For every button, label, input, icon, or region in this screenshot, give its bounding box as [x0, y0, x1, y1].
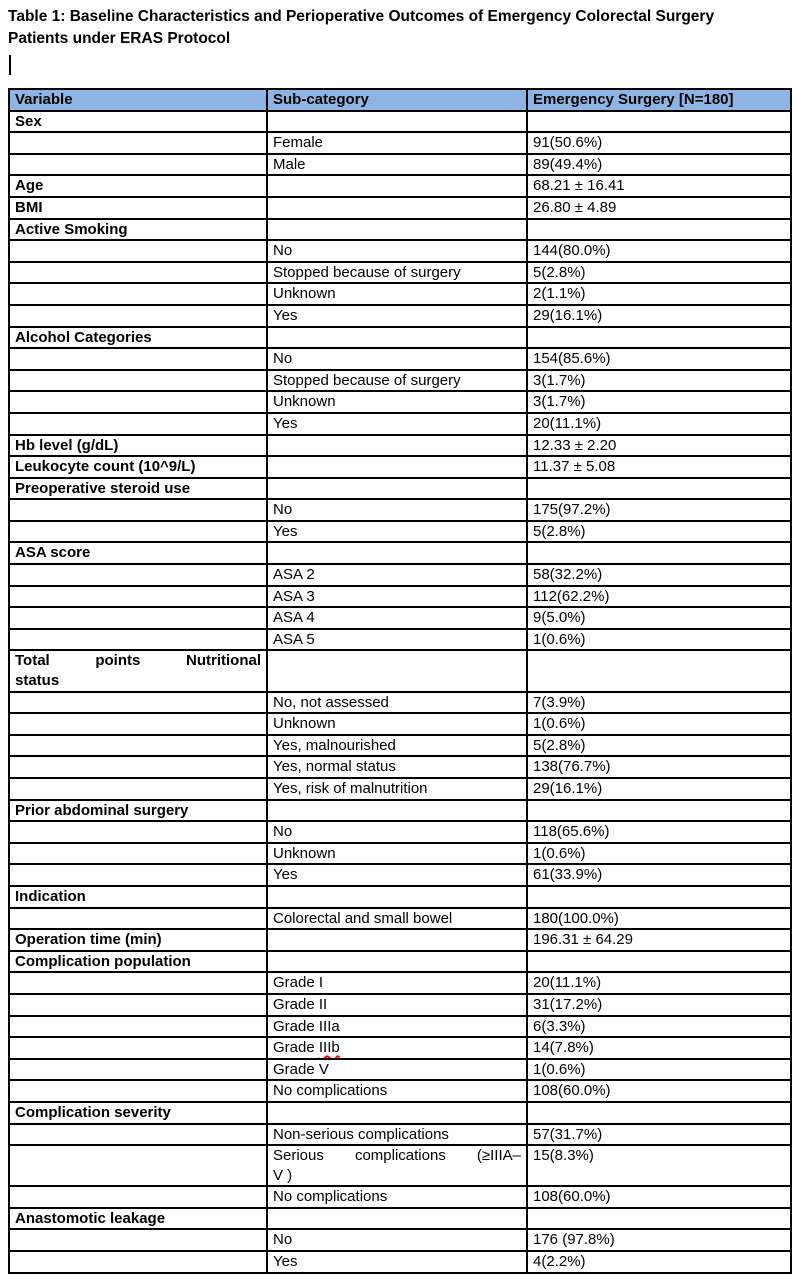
value-cell: 1(0.6%)	[527, 713, 791, 735]
variable-cell	[9, 240, 267, 262]
table-row	[9, 499, 791, 521]
table-row	[9, 908, 791, 930]
sub-category-cell: ASA 5	[267, 629, 527, 651]
table-row	[9, 391, 791, 413]
table-row	[9, 175, 791, 197]
variable-cell	[9, 821, 267, 843]
value-cell: 12.33 ± 2.20	[527, 435, 791, 457]
value-cell: 144(80.0%)	[527, 240, 791, 262]
variable-cell: Alcohol Categories	[9, 327, 267, 349]
variable-cell: Complication population	[9, 951, 267, 973]
table-row	[9, 1145, 791, 1186]
sub-category-cell: Female	[267, 132, 527, 154]
variable-cell	[9, 713, 267, 735]
variable-cell	[9, 1229, 267, 1251]
variable-cell: Preoperative steroid use	[9, 478, 267, 500]
sub-category-cell	[267, 542, 527, 564]
value-cell	[527, 1102, 791, 1124]
value-cell: 4(2.2%)	[527, 1251, 791, 1273]
sub-category-cell	[267, 327, 527, 349]
value-cell: 5(2.8%)	[527, 262, 791, 284]
table-row	[9, 521, 791, 543]
value-cell	[527, 800, 791, 822]
sub-category-cell: No	[267, 821, 527, 843]
variable-cell	[9, 864, 267, 886]
value-cell: 20(11.1%)	[527, 413, 791, 435]
variable-cell	[9, 843, 267, 865]
sub-category-cell: Grade IIIa	[267, 1016, 527, 1038]
value-cell: 15(8.3%)	[527, 1145, 791, 1186]
sub-category-cell	[267, 1145, 527, 1186]
table-row	[9, 348, 791, 370]
variable-cell	[9, 370, 267, 392]
table-row	[9, 132, 791, 154]
sub-category-cell: Yes, malnourished	[267, 735, 527, 757]
sub-category-cell: Unknown	[267, 843, 527, 865]
value-cell: 9(5.0%)	[527, 607, 791, 629]
value-cell: 1(0.6%)	[527, 1059, 791, 1081]
variable-cell	[9, 305, 267, 327]
value-cell: 20(11.1%)	[527, 972, 791, 994]
sub-category-cell: Stopped because of surgery	[267, 370, 527, 392]
variable-line: Total points Nutritional	[15, 652, 261, 670]
variable-cell: Age	[9, 175, 267, 197]
variable-cell: BMI	[9, 197, 267, 219]
value-cell: 175(97.2%)	[527, 499, 791, 521]
table-body	[9, 111, 791, 1273]
variable-cell: Leukocyte count (10^9/L)	[9, 456, 267, 478]
table-row	[9, 1037, 791, 1059]
sub-category-cell: Yes	[267, 1251, 527, 1273]
sub-category-cell: ASA 3	[267, 586, 527, 608]
sub-category-cell: Grade II	[267, 994, 527, 1016]
variable-cell: Sex	[9, 111, 267, 133]
sub-category-line: V )	[273, 1166, 293, 1184]
sub-category-cell: No	[267, 1229, 527, 1251]
table-row	[9, 994, 791, 1016]
variable-cell	[9, 391, 267, 413]
sub-category-cell: Grade V	[267, 1059, 527, 1081]
value-cell: 7(3.9%)	[527, 692, 791, 714]
table-row	[9, 283, 791, 305]
sub-category-cell: Yes	[267, 521, 527, 543]
table-row	[9, 629, 791, 651]
variable-cell	[9, 1059, 267, 1081]
variable-cell	[9, 521, 267, 543]
table-row	[9, 864, 791, 886]
table-row	[9, 1080, 791, 1102]
variable-cell	[9, 1080, 267, 1102]
table-row	[9, 327, 791, 349]
variable-cell	[9, 692, 267, 714]
sub-category-cell	[267, 478, 527, 500]
value-cell: 176 (97.8%)	[527, 1229, 791, 1251]
sub-category-cell: No complications	[267, 1080, 527, 1102]
variable-cell	[9, 1145, 267, 1186]
sub-category-cell: Grade I	[267, 972, 527, 994]
variable-cell	[9, 1124, 267, 1146]
table-row	[9, 886, 791, 908]
variable-cell	[9, 607, 267, 629]
variable-cell: Anastomotic leakage	[9, 1208, 267, 1230]
baseline-characteristics-table	[8, 88, 792, 1274]
variable-cell: Operation time (min)	[9, 929, 267, 951]
variable-cell	[9, 132, 267, 154]
variable-cell	[9, 629, 267, 651]
sub-category-line: Serious complications (≥IIIA–	[273, 1147, 521, 1165]
table-row	[9, 586, 791, 608]
variable-cell	[9, 154, 267, 176]
table-row	[9, 111, 791, 133]
table-row	[9, 197, 791, 219]
table-row	[9, 564, 791, 586]
sub-category-cell	[267, 1102, 527, 1124]
value-cell: 61(33.9%)	[527, 864, 791, 886]
variable-cell	[9, 283, 267, 305]
table-row	[9, 1208, 791, 1230]
value-cell: 26.80 ± 4.89	[527, 197, 791, 219]
table-row	[9, 1186, 791, 1208]
variable-cell	[9, 778, 267, 800]
value-cell: 118(65.6%)	[527, 821, 791, 843]
variable-cell	[9, 1016, 267, 1038]
sub-category-cell	[267, 456, 527, 478]
variable-cell	[9, 735, 267, 757]
variable-cell: ASA score	[9, 542, 267, 564]
table-row	[9, 929, 791, 951]
value-cell	[527, 886, 791, 908]
variable-cell	[9, 564, 267, 586]
table-row	[9, 1229, 791, 1251]
sub-category-cell: Yes	[267, 305, 527, 327]
table-row	[9, 219, 791, 241]
variable-cell	[9, 499, 267, 521]
value-cell	[527, 478, 791, 500]
variable-cell	[9, 413, 267, 435]
sub-category-cell: No	[267, 499, 527, 521]
variable-cell	[9, 908, 267, 930]
value-cell: 138(76.7%)	[527, 756, 791, 778]
table-row	[9, 240, 791, 262]
variable-line: status	[15, 672, 60, 690]
value-cell	[527, 1208, 791, 1230]
variable-cell	[9, 756, 267, 778]
table-header-row	[9, 89, 791, 111]
value-cell: 2(1.1%)	[527, 283, 791, 305]
variable-cell	[9, 262, 267, 284]
sub-category-cell: Colorectal and small bowel	[267, 908, 527, 930]
value-cell: 57(31.7%)	[527, 1124, 791, 1146]
value-cell: 180(100.0%)	[527, 908, 791, 930]
table-row	[9, 1016, 791, 1038]
value-cell: 31(17.2%)	[527, 994, 791, 1016]
sub-category-cell	[267, 219, 527, 241]
table-row	[9, 607, 791, 629]
value-cell: 5(2.8%)	[527, 735, 791, 757]
sub-category-cell	[267, 435, 527, 457]
variable-cell	[9, 972, 267, 994]
value-cell	[527, 542, 791, 564]
sub-category-cell: No	[267, 240, 527, 262]
table-row	[9, 713, 791, 735]
table-row	[9, 1102, 791, 1124]
variable-cell	[9, 348, 267, 370]
variable-cell	[9, 1186, 267, 1208]
table-row	[9, 843, 791, 865]
table-row	[9, 478, 791, 500]
value-cell: 1(0.6%)	[527, 629, 791, 651]
header-sub-category: Sub-category	[267, 89, 527, 111]
sub-category-cell: No complications	[267, 1186, 527, 1208]
variable-cell: Prior abdominal surgery	[9, 800, 267, 822]
value-cell: 6(3.3%)	[527, 1016, 791, 1038]
sub-category-cell: Yes	[267, 413, 527, 435]
misspelled-word: IIIb	[318, 1039, 340, 1057]
variable-cell	[9, 586, 267, 608]
header-emergency-surgery: Emergency Surgery [N=180]	[527, 89, 791, 111]
variable-cell	[9, 994, 267, 1016]
table-row	[9, 778, 791, 800]
sub-category-cell	[267, 650, 527, 691]
table-row	[9, 735, 791, 757]
value-cell: 196.31 ± 64.29	[527, 929, 791, 951]
sub-category-cell: ASA 4	[267, 607, 527, 629]
sub-category-cell: Yes, normal status	[267, 756, 527, 778]
sub-category-cell	[267, 886, 527, 908]
sub-category-cell	[267, 800, 527, 822]
value-cell	[527, 327, 791, 349]
sub-category-cell	[267, 929, 527, 951]
sub-category-cell: Stopped because of surgery	[267, 262, 527, 284]
sub-category-cell: Grade IIIb	[267, 1037, 527, 1059]
sub-category-cell: Unknown	[267, 391, 527, 413]
header-variable: Variable	[9, 89, 267, 111]
value-cell: 11.37 ± 5.08	[527, 456, 791, 478]
variable-cell: Indication	[9, 886, 267, 908]
value-cell: 1(0.6%)	[527, 843, 791, 865]
value-cell: 91(50.6%)	[527, 132, 791, 154]
sub-category-cell: No	[267, 348, 527, 370]
variable-cell	[9, 650, 267, 691]
value-cell: 108(60.0%)	[527, 1186, 791, 1208]
table-row	[9, 821, 791, 843]
table-row	[9, 413, 791, 435]
document-title	[8, 6, 798, 50]
sub-category-cell	[267, 197, 527, 219]
value-cell: 14(7.8%)	[527, 1037, 791, 1059]
title-line-1: Table 1: Baseline Characteristics and Perioperative Outcomes of Emergency Colorectal Surgery	[8, 8, 715, 25]
sub-category-cell: Yes	[267, 864, 527, 886]
table-row	[9, 1251, 791, 1273]
value-cell: 29(16.1%)	[527, 778, 791, 800]
value-cell	[527, 650, 791, 691]
value-cell: 3(1.7%)	[527, 370, 791, 392]
variable-cell	[9, 1251, 267, 1273]
value-cell	[527, 219, 791, 241]
sub-category-cell: Unknown	[267, 713, 527, 735]
variable-cell: Active Smoking	[9, 219, 267, 241]
value-cell	[527, 111, 791, 133]
variable-cell: Hb level (g/dL)	[9, 435, 267, 457]
text-cursor	[9, 55, 11, 75]
value-cell: 112(62.2%)	[527, 586, 791, 608]
title-line-2: Patients under ERAS Protocol	[8, 30, 231, 47]
table-row	[9, 800, 791, 822]
sub-category-cell: ASA 2	[267, 564, 527, 586]
table-row	[9, 262, 791, 284]
table-row	[9, 972, 791, 994]
value-cell: 68.21 ± 16.41	[527, 175, 791, 197]
value-cell: 154(85.6%)	[527, 348, 791, 370]
sub-category-cell: No, not assessed	[267, 692, 527, 714]
value-cell: 29(16.1%)	[527, 305, 791, 327]
sub-category-cell: Yes, risk of malnutrition	[267, 778, 527, 800]
value-cell: 3(1.7%)	[527, 391, 791, 413]
variable-cell: Complication severity	[9, 1102, 267, 1124]
sub-category-cell	[267, 1208, 527, 1230]
table-row	[9, 542, 791, 564]
sub-category-cell	[267, 951, 527, 973]
table-row	[9, 692, 791, 714]
value-cell: 5(2.8%)	[527, 521, 791, 543]
table-row	[9, 305, 791, 327]
value-cell: 58(32.2%)	[527, 564, 791, 586]
value-cell	[527, 951, 791, 973]
table-row	[9, 154, 791, 176]
table-row	[9, 456, 791, 478]
value-cell: 89(49.4%)	[527, 154, 791, 176]
table-row	[9, 650, 791, 691]
sub-category-cell: Male	[267, 154, 527, 176]
table-row	[9, 951, 791, 973]
table-row	[9, 435, 791, 457]
value-cell: 108(60.0%)	[527, 1080, 791, 1102]
table-row	[9, 370, 791, 392]
sub-category-cell: Non-serious complications	[267, 1124, 527, 1146]
sub-category-cell	[267, 111, 527, 133]
sub-category-cell	[267, 175, 527, 197]
variable-cell	[9, 1037, 267, 1059]
table-row	[9, 756, 791, 778]
sub-category-cell: Unknown	[267, 283, 527, 305]
table-row	[9, 1059, 791, 1081]
table-row	[9, 1124, 791, 1146]
